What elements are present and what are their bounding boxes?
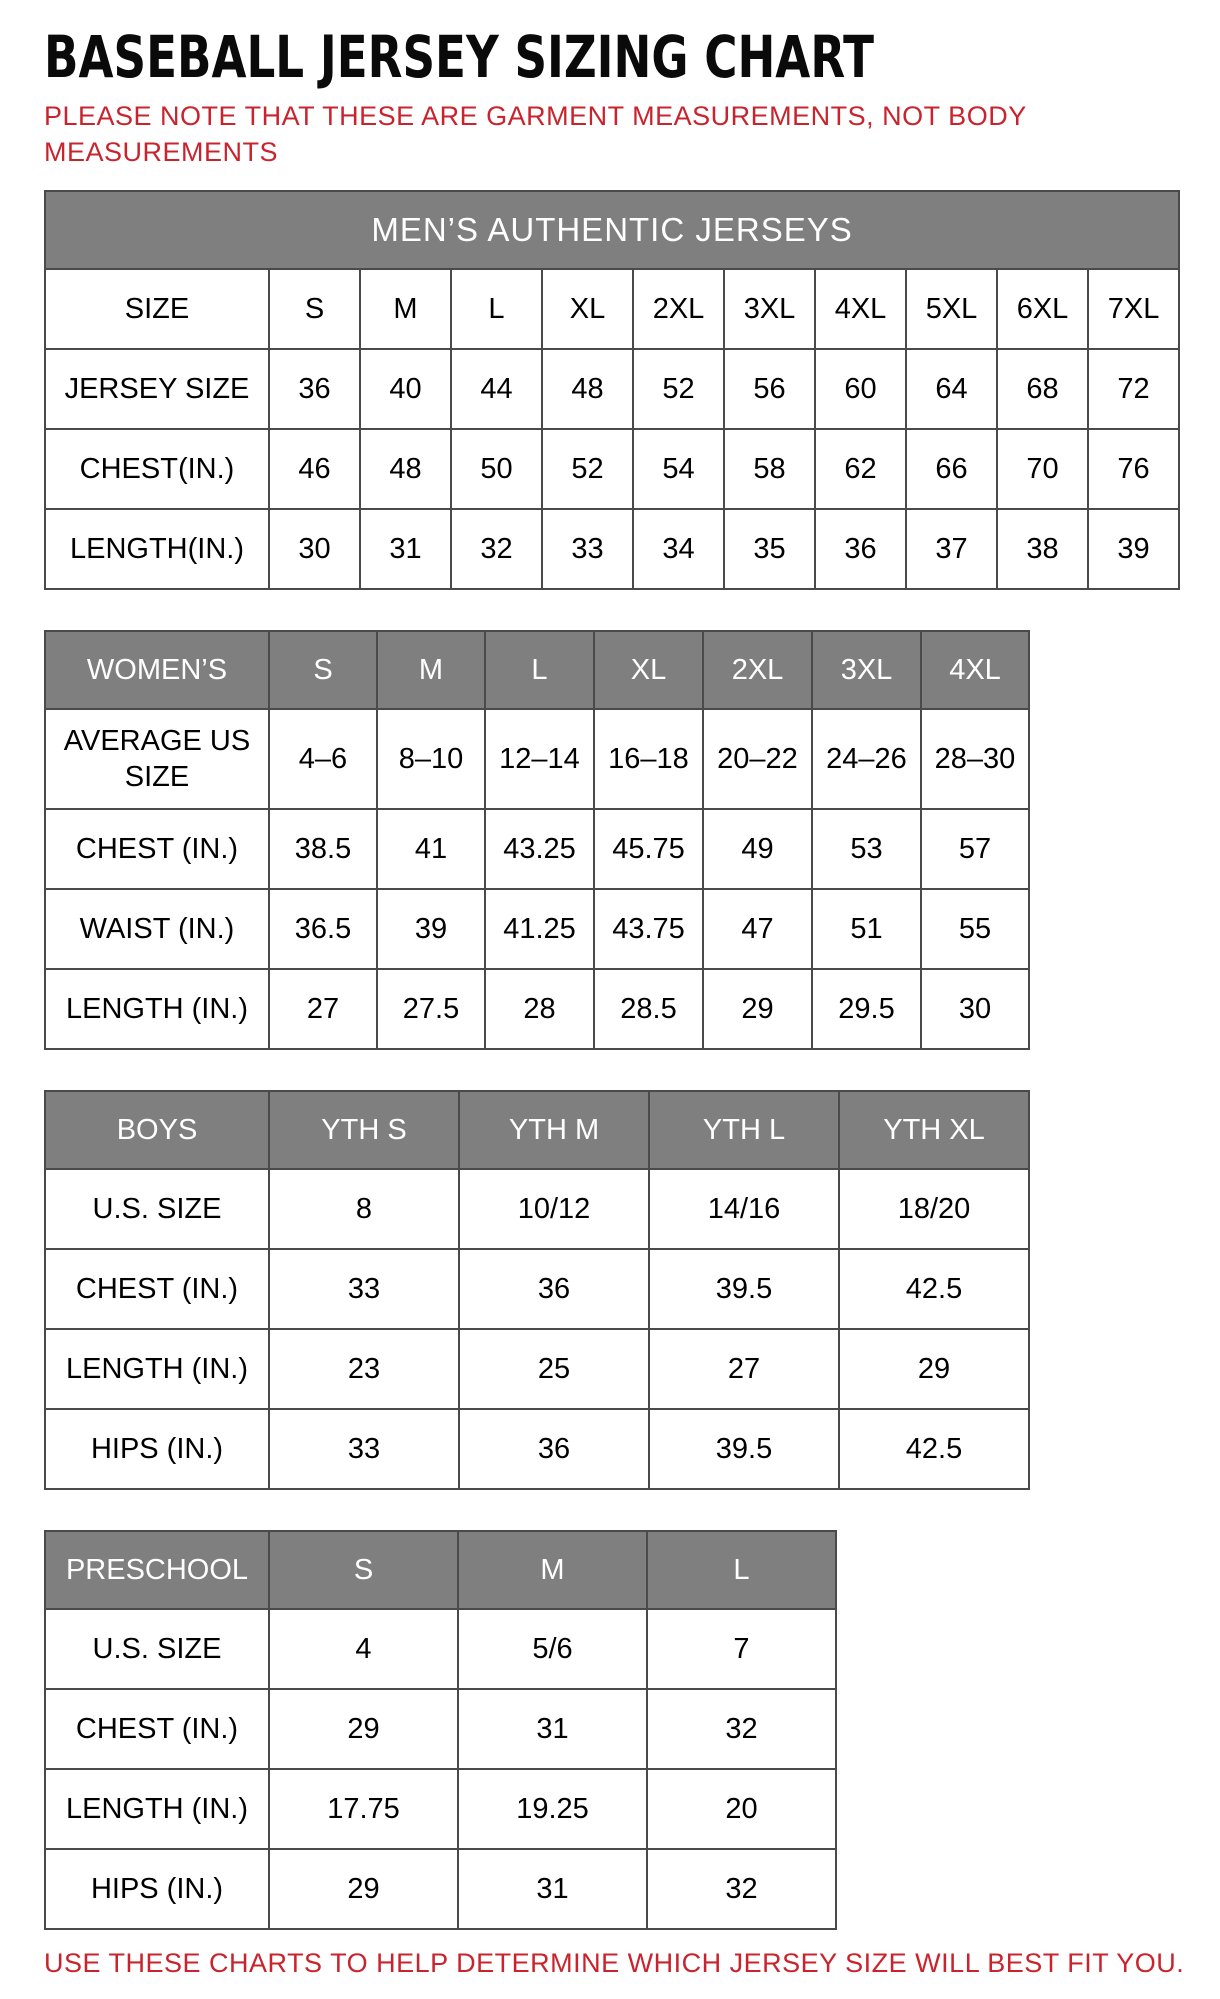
- cell-value: 14/16: [649, 1169, 839, 1249]
- page-title: BASEBALL JERSEY SIZING CHART: [44, 23, 874, 91]
- row-label: CHEST (IN.): [45, 809, 269, 889]
- cell-value: 29.5: [812, 969, 921, 1049]
- column-header: 4XL: [921, 631, 1029, 709]
- cell-value: 38.5: [269, 809, 377, 889]
- cell-value: 31: [458, 1849, 647, 1929]
- cell-value: 27: [269, 969, 377, 1049]
- cell-value: 3XL: [724, 269, 815, 349]
- cell-value: 28: [485, 969, 594, 1049]
- cell-value: 40: [360, 349, 451, 429]
- cell-value: 64: [906, 349, 997, 429]
- table-row: [45, 709, 1029, 809]
- cell-value: 52: [633, 349, 724, 429]
- cell-value: 42.5: [839, 1249, 1029, 1329]
- column-header: L: [647, 1531, 836, 1609]
- table-corner-header: WOMEN’S: [45, 631, 269, 709]
- table-row: [45, 1769, 836, 1849]
- cell-value: 54: [633, 429, 724, 509]
- cell-value: 50: [451, 429, 542, 509]
- preschool-table-header: [45, 1531, 836, 1609]
- column-header-row: [45, 1531, 836, 1609]
- cell-value: 32: [647, 1849, 836, 1929]
- cell-value: 17.75: [269, 1769, 458, 1849]
- cell-value: 33: [269, 1249, 459, 1329]
- column-header: M: [458, 1531, 647, 1609]
- row-label: AVERAGE US SIZE: [45, 709, 269, 809]
- column-header: YTH XL: [839, 1091, 1029, 1169]
- cell-value: 20–22: [703, 709, 812, 809]
- cell-value: 56: [724, 349, 815, 429]
- cell-value: 16–18: [594, 709, 703, 809]
- table-row: [45, 509, 1179, 589]
- cell-value: 25: [459, 1329, 649, 1409]
- cell-value: 68: [997, 349, 1088, 429]
- row-label: CHEST(IN.): [45, 429, 269, 509]
- boys-table-header: [45, 1091, 1029, 1169]
- cell-value: 32: [451, 509, 542, 589]
- cell-value: 36: [459, 1249, 649, 1329]
- table-row: [45, 1169, 1029, 1249]
- cell-value: 36: [269, 349, 360, 429]
- cell-value: 42.5: [839, 1409, 1029, 1489]
- cell-value: 4XL: [815, 269, 906, 349]
- column-header-row: [45, 1091, 1029, 1169]
- cell-value: 76: [1088, 429, 1179, 509]
- cell-value: 30: [921, 969, 1029, 1049]
- row-label: JERSEY SIZE: [45, 349, 269, 429]
- mens-table-title: MEN’S AUTHENTIC JERSEYS: [45, 191, 1179, 269]
- cell-value: 7: [647, 1609, 836, 1689]
- column-header-row: [45, 631, 1029, 709]
- cell-value: 36.5: [269, 889, 377, 969]
- cell-value: 48: [542, 349, 633, 429]
- womens-table-header: [45, 631, 1029, 709]
- cell-value: 39: [377, 889, 485, 969]
- cell-value: 72: [1088, 349, 1179, 429]
- row-label: CHEST (IN.): [45, 1249, 269, 1329]
- table-row: [45, 1689, 836, 1769]
- cell-value: 18/20: [839, 1169, 1029, 1249]
- cell-value: 5XL: [906, 269, 997, 349]
- cell-value: 43.75: [594, 889, 703, 969]
- row-label: SIZE: [45, 269, 269, 349]
- cell-value: 46: [269, 429, 360, 509]
- cell-value: 4–6: [269, 709, 377, 809]
- cell-value: 66: [906, 429, 997, 509]
- table-row: [45, 969, 1029, 1049]
- cell-value: 31: [458, 1689, 647, 1769]
- cell-value: 51: [812, 889, 921, 969]
- table-row: [45, 889, 1029, 969]
- cell-value: S: [269, 269, 360, 349]
- cell-value: 36: [815, 509, 906, 589]
- cell-value: 39: [1088, 509, 1179, 589]
- cell-value: 41.25: [485, 889, 594, 969]
- cell-value: 27.5: [377, 969, 485, 1049]
- cell-value: 2XL: [633, 269, 724, 349]
- row-label: LENGTH (IN.): [45, 1769, 269, 1849]
- column-header: S: [269, 1531, 458, 1609]
- row-label: HIPS (IN.): [45, 1849, 269, 1929]
- cell-value: 31: [360, 509, 451, 589]
- cell-value: 7XL: [1088, 269, 1179, 349]
- table-row: [45, 1249, 1029, 1329]
- cell-value: 48: [360, 429, 451, 509]
- row-label: LENGTH(IN.): [45, 509, 269, 589]
- cell-value: 30: [269, 509, 360, 589]
- table-corner-header: BOYS: [45, 1091, 269, 1169]
- cell-value: 45.75: [594, 809, 703, 889]
- row-label: HIPS (IN.): [45, 1409, 269, 1489]
- cell-value: 29: [703, 969, 812, 1049]
- cell-value: 27: [649, 1329, 839, 1409]
- table-row: [45, 269, 1179, 349]
- cell-value: 53: [812, 809, 921, 889]
- row-label: WAIST (IN.): [45, 889, 269, 969]
- cell-value: 4: [269, 1609, 458, 1689]
- cell-value: L: [451, 269, 542, 349]
- garment-measurement-note: [44, 98, 1180, 170]
- column-header: YTH S: [269, 1091, 459, 1169]
- cell-value: 20: [647, 1769, 836, 1849]
- cell-value: 49: [703, 809, 812, 889]
- cell-value: 29: [839, 1329, 1029, 1409]
- cell-value: 44: [451, 349, 542, 429]
- boys-sizing-table: [44, 1090, 1030, 1490]
- cell-value: 8: [269, 1169, 459, 1249]
- mens-sizing-table: [44, 190, 1180, 590]
- cell-value: 57: [921, 809, 1029, 889]
- note-line-2: MEASUREMENTS: [44, 137, 279, 167]
- womens-sizing-table: [44, 630, 1030, 1050]
- column-header: 3XL: [812, 631, 921, 709]
- cell-value: 12–14: [485, 709, 594, 809]
- table-row: [45, 1409, 1029, 1489]
- cell-value: 39.5: [649, 1409, 839, 1489]
- column-header: XL: [594, 631, 703, 709]
- row-label: LENGTH (IN.): [45, 1329, 269, 1409]
- column-header: YTH L: [649, 1091, 839, 1169]
- column-header: YTH M: [459, 1091, 649, 1169]
- cell-value: 70: [997, 429, 1088, 509]
- cell-value: 39.5: [649, 1249, 839, 1329]
- cell-value: 37: [906, 509, 997, 589]
- preschool-table-body: [45, 1609, 836, 1929]
- row-label: LENGTH (IN.): [45, 969, 269, 1049]
- column-header: 2XL: [703, 631, 812, 709]
- cell-value: 29: [269, 1849, 458, 1929]
- cell-value: M: [360, 269, 451, 349]
- cell-value: 52: [542, 429, 633, 509]
- cell-value: XL: [542, 269, 633, 349]
- table-row: [45, 1849, 836, 1929]
- cell-value: 60: [815, 349, 906, 429]
- cell-value: 43.25: [485, 809, 594, 889]
- cell-value: 33: [542, 509, 633, 589]
- table-corner-header: PRESCHOOL: [45, 1531, 269, 1609]
- table-title-row: [45, 191, 1179, 269]
- table-row: [45, 1329, 1029, 1409]
- cell-value: 23: [269, 1329, 459, 1409]
- boys-table-body: [45, 1169, 1029, 1489]
- column-header: M: [377, 631, 485, 709]
- cell-value: 28.5: [594, 969, 703, 1049]
- cell-value: 41: [377, 809, 485, 889]
- cell-value: 8–10: [377, 709, 485, 809]
- note-line-1: PLEASE NOTE THAT THESE ARE GARMENT MEASUREMENTS, NOT BODY: [44, 101, 1027, 131]
- row-label: U.S. SIZE: [45, 1169, 269, 1249]
- cell-value: 10/12: [459, 1169, 649, 1249]
- cell-value: 62: [815, 429, 906, 509]
- cell-value: 32: [647, 1689, 836, 1769]
- cell-value: 36: [459, 1409, 649, 1489]
- table-row: [45, 809, 1029, 889]
- cell-value: 6XL: [997, 269, 1088, 349]
- cell-value: 34: [633, 509, 724, 589]
- cell-value: 47: [703, 889, 812, 969]
- cell-value: 58: [724, 429, 815, 509]
- preschool-sizing-table: [44, 1530, 837, 1930]
- table-row: [45, 429, 1179, 509]
- cell-value: 33: [269, 1409, 459, 1489]
- cell-value: 35: [724, 509, 815, 589]
- cell-value: 19.25: [458, 1769, 647, 1849]
- mens-table-body: [45, 269, 1179, 589]
- mens-table-header: [45, 191, 1179, 269]
- row-label: CHEST (IN.): [45, 1689, 269, 1769]
- footer-note: USE THESE CHARTS TO HELP DETERMINE WHICH JERSEY SIZE WILL BEST FIT YOU.: [44, 1948, 1185, 1978]
- cell-value: 28–30: [921, 709, 1029, 809]
- cell-value: 29: [269, 1689, 458, 1769]
- cell-value: 24–26: [812, 709, 921, 809]
- cell-value: 38: [997, 509, 1088, 589]
- table-row: [45, 349, 1179, 429]
- cell-value: 5/6: [458, 1609, 647, 1689]
- row-label: U.S. SIZE: [45, 1609, 269, 1689]
- cell-value: 55: [921, 889, 1029, 969]
- column-header: L: [485, 631, 594, 709]
- column-header: S: [269, 631, 377, 709]
- table-row: [45, 1609, 836, 1689]
- womens-table-body: [45, 709, 1029, 1049]
